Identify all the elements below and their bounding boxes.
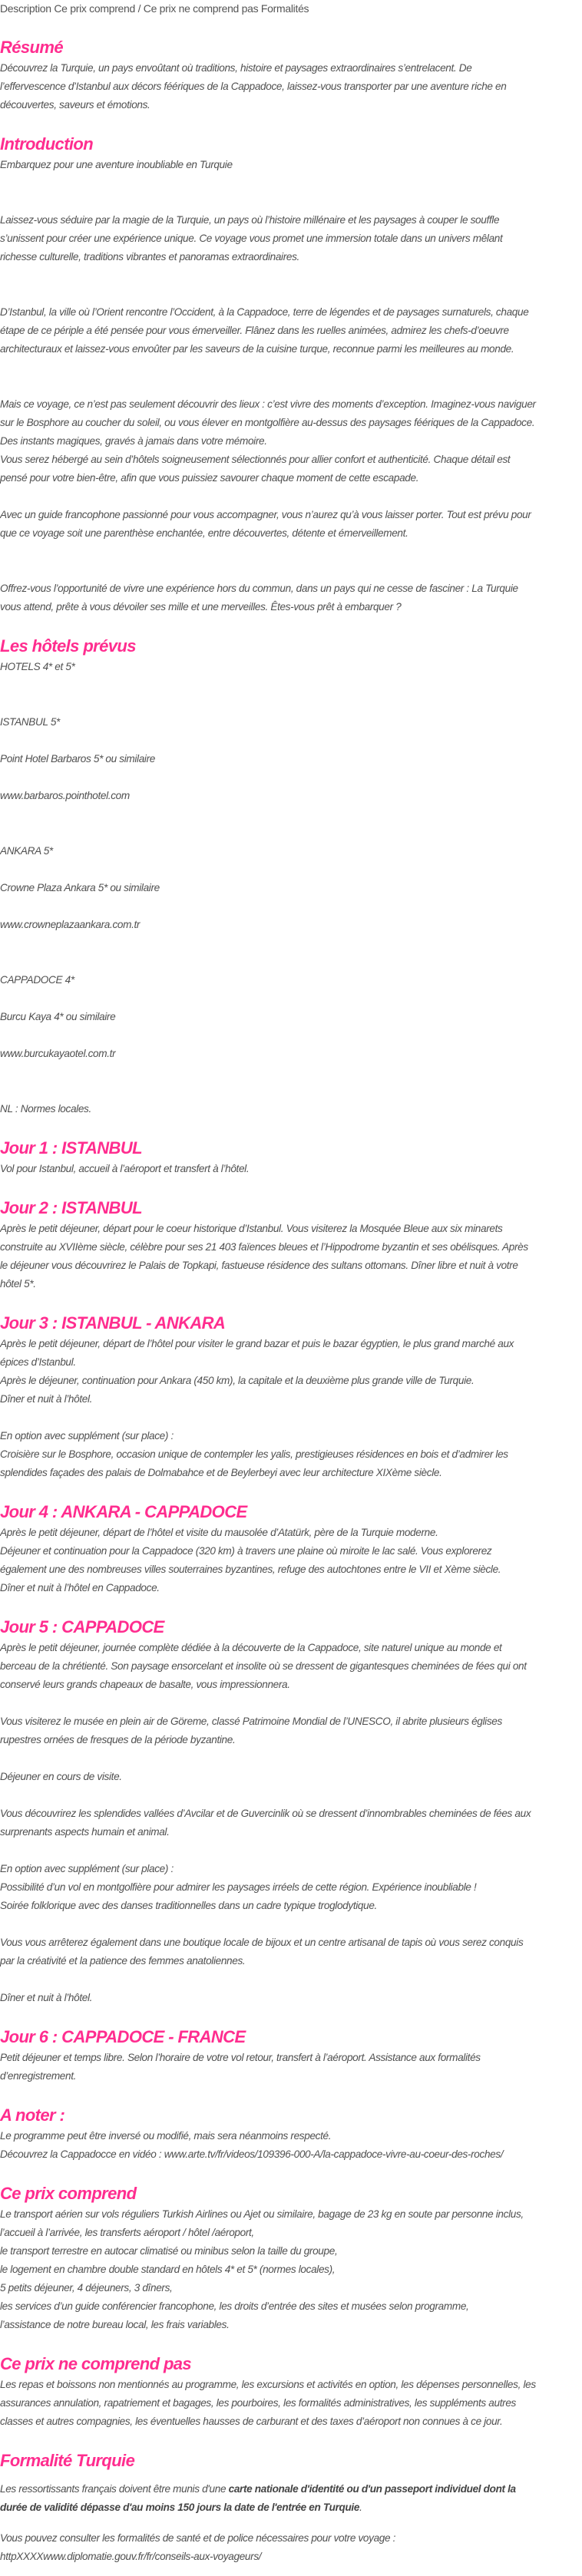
text-line: En option avec supplément (sur place) :: [0, 1863, 174, 1874]
text-line: également une des nombreuses villes souterraines byzantines, refuge des autochtones entre le VII et Xème siècle.: [0, 1564, 501, 1575]
blank-line: [0, 953, 582, 971]
text-line: vous attend, prête à vous dévoiler ses mille et une merveilles. Êtes-vous prêt à embarquer ?: [0, 601, 402, 613]
text-line: splendides façades des palais de Dolmabahce et de Beylerbeyi avec leur architecture XIXème siècle.: [0, 1467, 442, 1478]
section-heading: Jour 3 : ISTANBUL - ANKARA: [0, 1313, 226, 1333]
text-line: Petit déjeuner et temps libre. Selon l’horaire de votre vol retour, transfert à l’aéroport. Assistance aux formalités: [0, 2052, 481, 2063]
text-line: Possibilité d’un vol en montgolfière pour admirer les paysages irréels de cette région. Expérience inoubliable !: [0, 1881, 477, 1893]
text-line: par la créativité et la patience des femmes anatoliennes.: [0, 1955, 246, 1967]
section-introduction: [0, 114, 582, 616]
section-heading: Jour 1 : ISTANBUL: [0, 1138, 142, 1158]
blank-line: [0, 1841, 582, 1860]
blank-line: [0, 193, 582, 211]
formalite-paragraph: [0, 2529, 582, 2566]
text-line: Après le déjeuner, continuation pour Ankara (450 km), la capitale et la deuxième plus grande ville de Turquie.: [0, 1375, 475, 1386]
blank-line: [0, 1970, 582, 1989]
text-line: Le programme peut être inversé ou modifié, mais sera néanmoins respecté.: [0, 2130, 332, 2142]
blank-line: [0, 1749, 582, 1768]
section-jour-3-istanbul-ankara: [0, 1293, 582, 1482]
blank-line: [0, 768, 582, 787]
text-line: pensé pour votre bien-être, afin que vous puissiez savourer chaque moment de cette escapade.: [0, 472, 419, 484]
text-line: Crowne Plaza Ankara 5* ou similaire: [0, 882, 160, 893]
blank-line: [0, 989, 582, 1008]
text-line: [0, 2548, 582, 2566]
text-line: Avec un guide francophone passionné pour vous accompagner, vous n’aurez qu’à vous laisser porter. Tout est prévu pour: [0, 509, 531, 520]
text-line: étape de ce périple a été pensée pour vous émerveiller. Flânez dans les ruelles animées, admirez les chefs-d’oeuvre: [0, 325, 509, 336]
text-line: CAPPADOCE 4*: [0, 974, 74, 986]
blank-line: [0, 1063, 582, 1082]
text-line: www.crowneplazaankara.com.tr: [0, 919, 141, 930]
text-line: richesse culturelle, traditions vibrantes et panoramas extraordinaires.: [0, 251, 299, 263]
text-line: Embarquez pour une aventure inoubliable en Turquie: [0, 159, 233, 170]
blank-line: [0, 934, 582, 953]
text-line: Vous visiterez le musée en plein air de Göreme, classé Patrimoine Mondial de l’UNESCO, il abrite plusieurs églises: [0, 1716, 502, 1727]
sections: [0, 18, 582, 2431]
text: .: [359, 2502, 362, 2513]
section-heading: Ce prix comprend: [0, 2184, 137, 2203]
section-heading: Jour 5 : CAPPADOCE: [0, 1617, 164, 1636]
text-line: En option avec supplément (sur place) :: [0, 1430, 174, 1442]
section-heading: A noter :: [0, 2105, 65, 2125]
blank-line: [0, 543, 582, 561]
section-formalite: [0, 2431, 582, 2566]
text-line: www.burcukayaotel.com.tr: [0, 1048, 116, 1059]
text-line: NL : Normes locales.: [0, 1103, 91, 1115]
text-line: Découvrez la Cappadocce en vidéo : www.arte.tv/fr/videos/109396-000-A/la-cappadoce-vivre-au-coeur-des-roches/: [0, 2148, 504, 2160]
text-line: Offrez-vous l’opportunité de vivre une expérience hors du commun, dans un pays qui ne cesse de fasciner : La Turquie: [0, 583, 518, 594]
text-line: Vous vous arrêterez également dans une boutique locale de bijoux et un centre artisanal de tapis où vous serez conquis: [0, 1937, 524, 1948]
text-line: Soirée folklorique avec des danses traditionnelles dans un cadre typique troglodytique.: [0, 1900, 377, 1911]
blank-line: [0, 695, 582, 713]
text-line: ISTANBUL 5*: [0, 716, 60, 728]
text-line: ANKARA 5*: [0, 845, 53, 857]
blank-line: [0, 732, 582, 750]
section-resume: [0, 18, 582, 114]
blank-line: [0, 897, 582, 916]
text-line: Des instants magiques, gravés à jamais dans votre mémoire.: [0, 435, 267, 447]
blank-line: [0, 561, 582, 580]
section-heading: Formalité Turquie: [0, 2451, 135, 2470]
text-line: Le transport aérien sur vols réguliers Turkish Airlines ou Ajet ou similaire, bagage de 23 kg en soute par personne inclus,: [0, 2208, 524, 2220]
text-line: sur le Bosphore au coucher du soleil, ou vous élever en montgolfière au-dessus des paysages féériques de la Cappadoce.: [0, 417, 535, 428]
text-line: Vous serez hébergé au sein d’hôtels soigneusement sélectionnés pour allier confort et authenticité. Chaque détail est: [0, 454, 511, 465]
text-line: D’Istanbul, la ville où l’Orient rencontre l’Occident, à la Cappadoce, terre de légendes et de paysages surnaturels, chaque: [0, 306, 529, 318]
text-line: conservé leurs grands chapeaux de basalte, vous impressionnera.: [0, 1679, 290, 1690]
text-line: assurances annulation, rapatriement et bagages, les pourboires, les formalités administratives, les suppléments autres: [0, 2397, 516, 2409]
section-les-hotels-prevus: [0, 616, 582, 1118]
bold-text: durée de validité dépasse d'au moins 150 jours la date de l'entrée en Turquie: [0, 2502, 360, 2513]
blank-line: [0, 1915, 582, 1934]
text-line: Découvrez la Turquie, un pays envoûtant où traditions, histoire et paysages extraordinaires s’entrelacent. De: [0, 62, 472, 74]
section-jour-2-istanbul: [0, 1178, 582, 1293]
text-line: [0, 2480, 582, 2498]
blank-line: [0, 1694, 582, 1712]
text-line: Point Hotel Barbaros 5* ou similaire: [0, 753, 155, 765]
tab-description[interactable]: Description: [0, 2, 51, 15]
blank-line: [0, 174, 582, 193]
text-line: les services d’un guide conférencier francophone, les droits d’entrée des sites et musées selon programme,: [0, 2300, 469, 2312]
text-line: Déjeuner en cours de visite.: [0, 1771, 122, 1782]
section-heading: Jour 4 : ANKARA - CAPPADOCE: [0, 1502, 247, 1521]
text-line: d’enregistrement.: [0, 2070, 77, 2082]
blank-line: [0, 824, 582, 842]
text-line: s’unissent pour créer une expérience unique. Ce voyage vous promet une immersion totale dans un univers mêlant: [0, 233, 503, 244]
text-line: le déjeuner vous découvrirez le Palais de Topkapi, fastueuse résidence des sultans ottomans. Dîner libre et nuit à votre: [0, 1260, 518, 1271]
text-line: www.barbaros.pointhotel.com: [0, 790, 130, 801]
section-heading: Ce prix ne comprend pas: [0, 2354, 192, 2373]
section-tabs: [0, 0, 582, 18]
text-line: l’effervescence d’Istanbul aux décors féériques de la Cappadoce, laissez-vous transporter par une aventure riche en: [0, 81, 507, 92]
tab-formalites[interactable]: Formalités: [260, 2, 309, 15]
text-line: découvertes, saveurs et émotions.: [0, 99, 150, 111]
text-line: Burcu Kaya 4* ou similaire: [0, 1011, 116, 1022]
section-jour-4-ankara-cappadoce: [0, 1482, 582, 1597]
text-line: 5 petits déjeuner, 4 déjeuners, 3 dîners,: [0, 2282, 173, 2294]
section-jour-5-cappadoce: [0, 1597, 582, 2007]
text-line: Vol pour Istanbul, accueil à l’aéroport et transfert à l’hôtel.: [0, 1163, 250, 1174]
section-jour-1-istanbul: [0, 1118, 582, 1178]
blank-line: [0, 266, 582, 285]
text: Les ressortissants français doivent être munis d'une: [0, 2483, 229, 2495]
section-heading: Jour 6 : CAPPADOCE - FRANCE: [0, 2027, 246, 2046]
text: httpXXXXwww.diplomatie.gouv.fr/fr/conseils-aux-voyageurs/: [0, 2551, 262, 2562]
section-heading: Résumé: [0, 38, 63, 57]
blank-line: [0, 1082, 582, 1100]
text-line: Après le petit déjeuner, départ de l’hôtel pour visiter le grand bazar et puis le bazar égyptien, le plus grand marché aux: [0, 1338, 514, 1349]
text-line: berceau de la chrétienté. Son paysage ensorcelant et insolite où se dressent de gigantesques cheminées de fées qui ont: [0, 1660, 527, 1672]
formalite-paragraph: [0, 2480, 582, 2517]
text-line: Après le petit déjeuner, départ pour le coeur historique d’Istanbul. Vous visiterez la Mosquée Bleue aux six minarets: [0, 1223, 503, 1234]
section-a-noter: [0, 2086, 582, 2164]
text-line: Déjeuner et continuation pour la Cappadoce (320 km) à travers une plaine où miroite le lac salé. Vous explorerez: [0, 1545, 492, 1557]
blank-line: [0, 860, 582, 879]
text-line: Dîner et nuit à l’hôtel.: [0, 1393, 93, 1405]
section-heading: Introduction: [0, 134, 94, 154]
blank-line: [0, 1409, 582, 1427]
text-line: [0, 2529, 582, 2548]
text-line: Après le petit déjeuner, départ de l’hôtel et visite du mausolée d’Atatürk, père de la Turquie moderne.: [0, 1527, 438, 1538]
tab-prix[interactable]: Ce prix comprend / Ce prix ne comprend pas: [54, 2, 259, 15]
text-line: Dîner et nuit à l’hôtel en Cappadoce.: [0, 1582, 160, 1593]
text-line: l’accueil à l’arrivée, les transferts aéroport / hôtel /aéroport,: [0, 2227, 254, 2238]
text-line: que ce voyage soit une parenthèse enchantée, entre découvertes, détente et émerveillement.: [0, 527, 408, 539]
text-line: épices d’Istanbul.: [0, 1356, 76, 1368]
text-line: rupestres ornées de fresques de la période byzantine.: [0, 1734, 236, 1745]
section-heading: Les hôtels prévus: [0, 636, 136, 656]
section-jour-6-cappadoce-france: [0, 2007, 582, 2086]
text: Vous pouvez consulter les formalités de santé et de police nécessaires pour votre voyage :: [0, 2532, 396, 2544]
blank-line: [0, 1026, 582, 1045]
text-line: Vous découvrirez les splendides vallées d’Avcilar et de Guvercinlik où se dressent d’innombrables cheminées de fées aux: [0, 1808, 531, 1819]
blank-line: [0, 377, 582, 395]
bold-text: carte nationale d'identité ou d'un passeport individuel dont la: [228, 2483, 516, 2495]
text-line: Les repas et boissons non mentionnés au programme, les excursions et activités en option, les dépenses personnelles, les: [0, 2379, 536, 2390]
section-ce-prix-comprend: [0, 2164, 582, 2334]
text-line: Après le petit déjeuner, journée complète dédiée à la découverte de la Cappadoce, site naturel unique au monde et: [0, 1642, 502, 1653]
blank-line: [0, 487, 582, 506]
text-line: Mais ce voyage, ce n’est pas seulement découvrir des lieux : c’est vivre des moments d’exception. Imaginez-vous naviguer: [0, 398, 536, 410]
section-ce-prix-ne-comprend-pas: [0, 2334, 582, 2431]
text-line: surprenants aspects humain et animal.: [0, 1826, 170, 1838]
text-line: Dîner et nuit à l’hôtel.: [0, 1992, 93, 2003]
blank-line: [0, 1786, 582, 1805]
text-line: l’assistance de notre bureau local, les frais variables.: [0, 2319, 230, 2330]
text-line: [0, 2498, 582, 2517]
text-line: classes et autres compagnies, les éventuelles hausses de carburant et des taxes d’aéroport non connues à ce jour.: [0, 2416, 503, 2427]
text-line: le logement en chambre double standard en hôtels 4* et 5* (normes locales),: [0, 2264, 336, 2275]
text-line: le transport terrestre en autocar climatisé ou minibus selon la taille du groupe,: [0, 2245, 338, 2257]
blank-line: [0, 805, 582, 824]
text-line: architecturaux et laissez-vous envoûter par les saveurs de la cuisine turque, reconnue parmi les meilleures au monde.: [0, 343, 514, 355]
text-line: HOTELS 4* et 5*: [0, 661, 75, 672]
blank-line: [0, 285, 582, 303]
text-line: hôtel 5*.: [0, 1278, 36, 1290]
text-line: Laissez-vous séduire par la magie de la Turquie, un pays où l’histoire millénaire et les paysages à couper le souffle: [0, 214, 500, 226]
blank-line: [0, 358, 582, 377]
section-heading: Jour 2 : ISTANBUL: [0, 1198, 142, 1217]
text-line: construite au XVIIème siècle, célèbre pour ses 21 403 faïences bleues et l’Hippodrome byzantin et ses obélisques. Après: [0, 1241, 528, 1253]
blank-line: [0, 676, 582, 695]
text-line: Croisière sur le Bosphore, occasion unique de contempler les yalis, prestigieuses résidences en bois et d’admirer les: [0, 1448, 508, 1460]
